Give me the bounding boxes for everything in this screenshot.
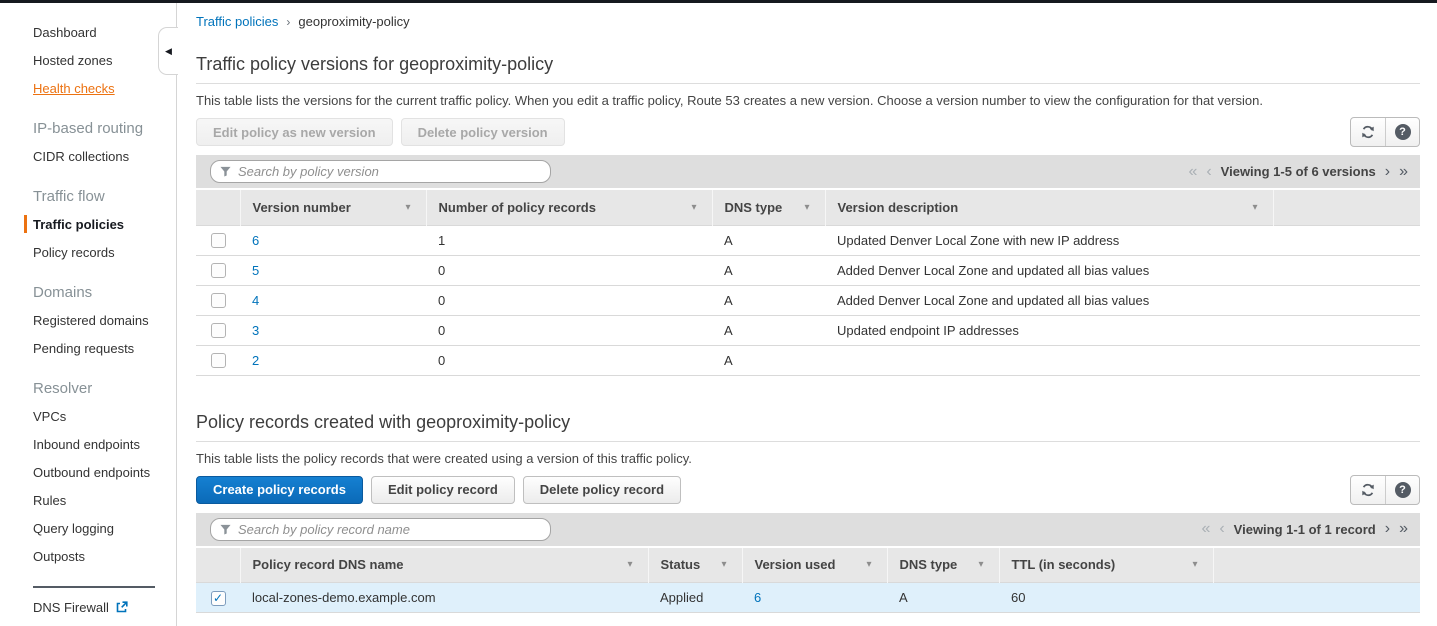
breadcrumb-current: geoproximity-policy: [298, 14, 410, 29]
sidebar-item-outbound-endpoints[interactable]: Outbound endpoints: [33, 464, 151, 480]
version-row: [196, 315, 1420, 345]
versions-table: [196, 190, 1420, 376]
column-label: DNS type: [899, 557, 958, 573]
status-cell: Applied: [660, 590, 704, 605]
column-label: Policy record DNS name: [252, 557, 404, 573]
versions-toolbar: [196, 117, 1420, 147]
sidebar-section-traffic-flow: Traffic flow: [33, 187, 105, 205]
policy-records-count-cell: 0: [438, 322, 446, 338]
column-header-dns-type[interactable]: [712, 190, 825, 225]
edit-policy-as-new-version-button[interactable]: Edit policy as new version: [196, 118, 393, 146]
column-label: DNS type: [724, 199, 783, 215]
version-description-cell: Added Denver Local Zone and updated all bias values: [837, 292, 1150, 308]
version-row: [196, 225, 1420, 255]
records-filter-bar: [196, 513, 1420, 546]
version-number-link[interactable]: 2: [252, 352, 260, 368]
column-header-version-description[interactable]: [825, 190, 1273, 225]
version-description-cell: Updated endpoint IP addresses: [837, 322, 1019, 338]
pagination-first-button[interactable]: «: [1188, 162, 1198, 180]
dns-type-cell: A: [724, 232, 733, 248]
column-header-dns-type[interactable]: [887, 548, 999, 583]
pagination-prev-button[interactable]: ‹: [1219, 520, 1225, 537]
row-checkbox[interactable]: [211, 263, 226, 278]
row-checkbox[interactable]: [211, 323, 226, 338]
sidebar-item-vpcs[interactable]: VPCs: [33, 408, 67, 424]
refresh-icon: [1360, 124, 1376, 140]
sidebar-section-domains: Domains: [33, 283, 93, 301]
versions-section-description: This table lists the versions for the current traffic policy. When you edit a traffic policy, Route 53 creates a new version. Choose a version number to view the configuration for that version.: [196, 93, 1264, 108]
pagination-next-button[interactable]: ›: [1384, 520, 1391, 537]
records-toolbar: [196, 475, 1420, 505]
versions-section-title: Traffic policy versions for geoproximity-policy: [196, 54, 554, 74]
breadcrumb-traffic-policies-link[interactable]: Traffic policies: [196, 14, 279, 29]
breadcrumb: [196, 3, 1420, 29]
dns-type-cell: A: [724, 292, 733, 308]
sort-arrow-icon: ▾: [691, 201, 697, 213]
search-policy-version-input[interactable]: [210, 160, 551, 183]
policy-records-count-cell: 0: [438, 292, 446, 308]
version-row: [196, 255, 1420, 285]
row-checkbox-checked[interactable]: [211, 591, 226, 606]
help-icon: ?: [1395, 124, 1411, 140]
version-number-link[interactable]: 6: [252, 232, 260, 248]
breadcrumb-separator-icon: ›: [286, 14, 291, 29]
version-description-cell: Updated Denver Local Zone with new IP address: [837, 232, 1120, 248]
versions-filter-bar: [196, 155, 1420, 188]
sort-arrow-icon: ▾: [1252, 201, 1258, 213]
records-table-header-row: [196, 548, 1420, 583]
pagination-first-button[interactable]: «: [1201, 520, 1211, 537]
filter-icon: [220, 166, 231, 177]
pagination-prev-button[interactable]: ‹: [1206, 162, 1212, 180]
refresh-icon: [1360, 482, 1376, 498]
column-header-status[interactable]: [648, 548, 742, 583]
sidebar-item-policy-records[interactable]: Policy records: [33, 244, 115, 260]
collapse-arrow-icon: ◀: [165, 45, 172, 56]
dns-type-cell: A: [899, 590, 908, 605]
select-column-header: [196, 548, 240, 583]
version-description-cell: Added Denver Local Zone and updated all bias values: [837, 262, 1150, 278]
column-header-empty: [1213, 548, 1420, 583]
column-header-number-of-policy-records[interactable]: [426, 190, 712, 225]
column-label: Version description: [837, 199, 959, 215]
policy-record-row: [196, 583, 1420, 613]
records-table: [196, 548, 1420, 614]
sidebar-item-hosted-zones[interactable]: Hosted zones: [33, 52, 113, 68]
pagination-next-button[interactable]: ›: [1384, 162, 1391, 180]
pagination-last-button[interactable]: »: [1399, 520, 1408, 537]
policy-records-count-cell: 0: [438, 262, 446, 278]
records-section-title: Policy records created with geoproximity-policy: [196, 411, 571, 432]
column-label: Version used: [754, 557, 836, 573]
version-used-link[interactable]: 6: [754, 590, 762, 605]
pagination-last-button[interactable]: »: [1399, 162, 1408, 180]
sort-arrow-icon: ▾: [804, 201, 810, 213]
sidebar-section-ip-based-routing: IP-based routing: [33, 119, 144, 137]
select-column-header: [196, 190, 240, 225]
sidebar-item-query-logging[interactable]: Query logging: [33, 520, 114, 536]
sidebar-item-outposts[interactable]: Outposts: [33, 548, 86, 564]
sort-arrow-icon: ▾: [721, 559, 727, 571]
sidebar-item-traffic-policies[interactable]: Traffic policies: [0, 210, 176, 238]
dns-type-cell: A: [724, 352, 733, 368]
section-divider: [196, 441, 1420, 442]
sidebar-section-resolver: Resolver: [33, 379, 93, 397]
column-header-ttl[interactable]: [999, 548, 1213, 583]
version-description-cell: [825, 345, 1273, 375]
sidebar-item-cidr-collections[interactable]: CIDR collections: [33, 148, 130, 164]
column-label: Version number: [252, 199, 351, 215]
column-label: Status: [660, 557, 701, 573]
version-row: [196, 345, 1420, 375]
dns-type-cell: A: [724, 262, 733, 278]
sidebar-divider: [33, 586, 155, 588]
records-section-description: This table lists the policy records that were created using a version of this traffic policy.: [196, 450, 692, 466]
policy-record-dns-name-cell: local-zones-demo.example.com: [252, 590, 436, 605]
column-header-policy-record-dns-name[interactable]: [240, 548, 648, 583]
sort-arrow-icon: ▾: [1192, 559, 1198, 571]
row-checkbox[interactable]: [211, 233, 226, 248]
sidebar-item-registered-domains[interactable]: Registered domains: [33, 312, 149, 328]
checkmark-icon: ✓: [212, 590, 224, 605]
sidebar: [0, 3, 177, 626]
sidebar-nav: [0, 3, 176, 570]
version-number-link[interactable]: 3: [252, 322, 260, 338]
sidebar-item-inbound-endpoints[interactable]: Inbound endpoints: [33, 436, 140, 452]
pagination-label: Viewing 1-5 of 6 versions: [1220, 164, 1376, 179]
sidebar-item-rules[interactable]: Rules: [33, 492, 67, 508]
records-pagination: [1201, 521, 1414, 537]
delete-policy-version-button[interactable]: Delete policy version: [401, 118, 565, 146]
sidebar-item-health-checks[interactable]: Health checks: [33, 80, 115, 96]
dns-firewall-label: DNS Firewall: [33, 600, 109, 615]
sort-arrow-icon: ▾: [627, 559, 633, 571]
help-button[interactable]: [1385, 118, 1419, 146]
main-content: [178, 3, 1437, 626]
row-checkbox[interactable]: [211, 293, 226, 308]
column-header-empty: [1273, 190, 1420, 225]
policy-records-count-cell: 1: [438, 232, 446, 248]
version-row: [196, 285, 1420, 315]
search-policy-record-input[interactable]: [210, 518, 551, 541]
help-icon: ?: [1395, 482, 1411, 498]
sidebar-item-pending-requests[interactable]: Pending requests: [33, 340, 135, 356]
column-header-version-used[interactable]: [742, 548, 887, 583]
create-policy-records-button[interactable]: Create policy records: [196, 476, 363, 504]
filter-icon: [220, 524, 231, 535]
help-button[interactable]: [1385, 476, 1419, 504]
row-checkbox[interactable]: [211, 353, 226, 368]
sidebar-item-dashboard[interactable]: Dashboard: [33, 24, 97, 40]
delete-policy-record-button[interactable]: Delete policy record: [523, 476, 681, 504]
edit-policy-record-button[interactable]: Edit policy record: [371, 476, 515, 504]
version-number-link[interactable]: 5: [252, 262, 260, 278]
external-link-icon: [115, 601, 128, 614]
policy-records-count-cell: 0: [438, 352, 446, 368]
versions-pagination: [1188, 164, 1414, 180]
sort-arrow-icon: ▾: [405, 201, 411, 213]
column-header-version-number[interactable]: [240, 190, 426, 225]
versions-table-header-row: [196, 190, 1420, 225]
refresh-button[interactable]: [1351, 118, 1385, 146]
column-label: TTL (in seconds): [1011, 557, 1116, 573]
pagination-label: Viewing 1-1 of 1 record: [1233, 521, 1376, 537]
section-divider: [196, 83, 1420, 84]
ttl-cell: 60: [1011, 590, 1026, 605]
sort-arrow-icon: ▾: [978, 559, 984, 571]
refresh-button[interactable]: [1351, 476, 1385, 504]
sidebar-item-dns-firewall[interactable]: [33, 600, 176, 615]
sidebar-collapse-button[interactable]: [158, 27, 178, 75]
version-number-link[interactable]: 4: [252, 292, 260, 308]
sort-arrow-icon: ▾: [866, 559, 872, 571]
column-label: Number of policy records: [438, 199, 596, 215]
dns-type-cell: A: [724, 322, 733, 338]
